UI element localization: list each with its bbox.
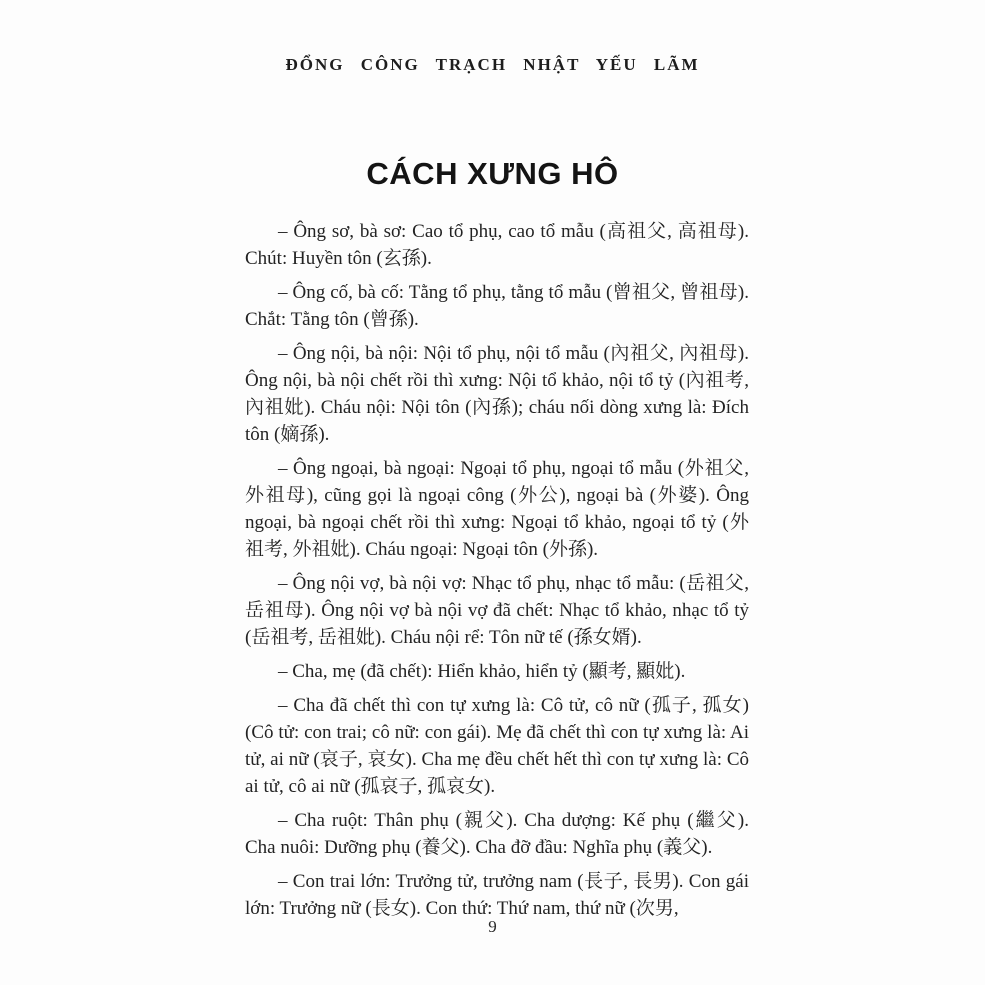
paragraph-cha-da-chet: – Cha đã chết thì con tự xưng là: Cô tử, cô nữ (孤子, 孤女) (Cô tử: con trai; cô nữ: con gái). Mẹ đã chết thì con tự xưng là: Ai tử, ai nữ (哀子, 哀女). Cha mẹ đều chết hết thì con tự xưng là: Cô ai tử, cô ai nữ (孤哀子, 孤哀女). xyxy=(245,695,749,797)
running-header: ĐỔNG CÔNG TRẠCH NHẬT YẾU LÃM xyxy=(285,55,700,74)
page-number: 9 xyxy=(488,917,497,936)
paragraph-con-trai-lon: – Con trai lớn: Trưởng tử, trưởng nam (長子, 長男). Con gái lớn: Trưởng nữ (長女). Con thứ: Thứ nam, thứ nữ (次男, xyxy=(245,871,749,919)
paragraph-ong-ngoai: – Ông ngoại, bà ngoại: Ngoại tổ phụ, ngoại tổ mẫu (外祖父, 外祖母), cũng gọi là ngoại công (外公), ngoại bà (外婆). Ông ngoại, bà ngoại chết rồi thì xưng: Ngoại tổ khảo, ngoại tổ tỷ (外祖考, 外祖妣). Cháu ngoại: Ngoại tôn (外孫). xyxy=(245,458,749,560)
paragraph-ong-noi-vo: – Ông nội vợ, bà nội vợ: Nhạc tổ phụ, nhạc tổ mẫu: (岳祖父, 岳祖母). Ông nội vợ bà nội vợ đã chết: Nhạc tổ khảo, nhạc tổ tỷ (岳祖考, 岳祖妣). Cháu nội rể: Tôn nữ tế (孫女婿). xyxy=(245,573,749,648)
page-title: CÁCH XƯNG HÔ xyxy=(366,156,619,191)
paragraph-ong-co: – Ông cố, bà cố: Tằng tổ phụ, tằng tổ mẫu (曾祖父, 曾祖母). Chắt: Tằng tôn (曾孫). xyxy=(245,282,749,330)
paragraph-cha-ruot: – Cha ruột: Thân phụ (親父). Cha dượng: Kế phụ (繼父). Cha nuôi: Dưỡng phụ (養父). Cha đỡ đầu: Nghĩa phụ (義父). xyxy=(245,810,749,858)
paragraph-ong-noi: – Ông nội, bà nội: Nội tổ phụ, nội tổ mẫu (內祖父, 內祖母). Ông nội, bà nội chết rồi thì xưng: Nội tổ khảo, nội tổ tỷ (內祖考, 內祖妣). Cháu nội: Nội tôn (內孫); cháu nối dòng xưng là: Đích tôn (嫡孫). xyxy=(245,343,749,445)
body-text xyxy=(245,218,749,929)
paragraph-ong-so: – Ông sơ, bà sơ: Cao tổ phụ, cao tổ mẫu (高祖父, 高祖母). Chút: Huyền tôn (玄孫). xyxy=(245,221,749,269)
paragraph-cha-me: – Cha, mẹ (đã chết): Hiển khảo, hiển tỷ (顯考, 顯妣). xyxy=(278,661,686,682)
